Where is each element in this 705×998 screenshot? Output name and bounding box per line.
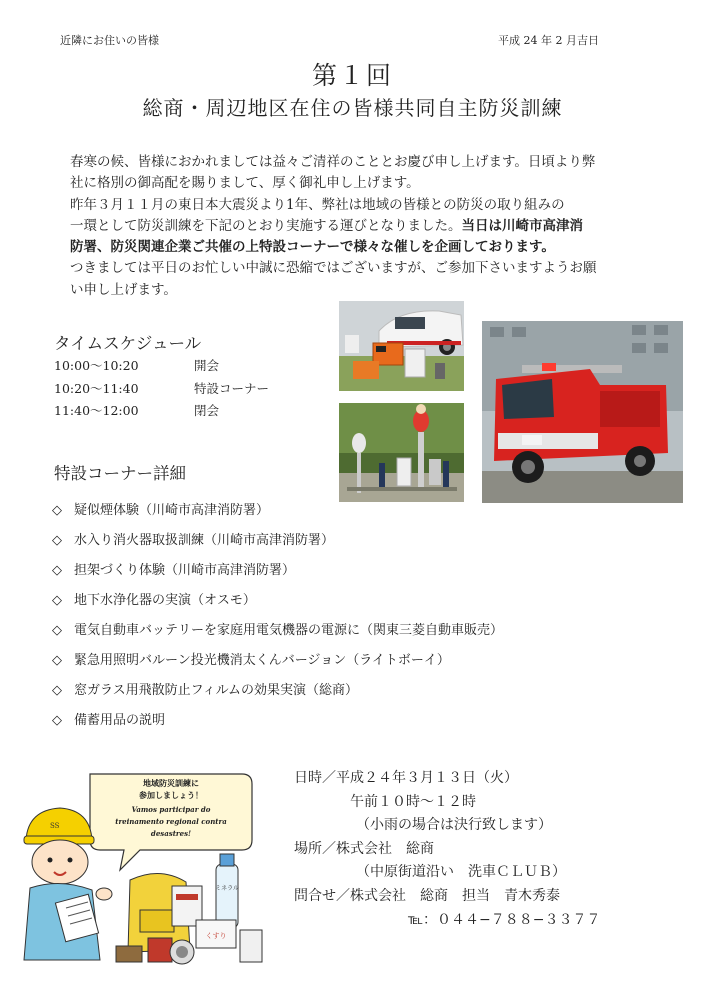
list-item	[52, 680, 503, 710]
schedule-time: 10:00〜10:20	[54, 358, 139, 373]
intro-line: 防署、防災関連企業ご共催の上特設コーナーで様々な催しを企画しております。	[70, 239, 555, 256]
diamond-bullet-icon: ◇	[52, 503, 62, 518]
bubble-text: 参加しましょう！	[139, 790, 203, 800]
event-time: 午前１０時〜１２時	[350, 793, 476, 810]
bubble-text: desastres!	[150, 829, 192, 838]
list-item	[52, 560, 503, 590]
schedule-time: 10:20〜11:40	[54, 380, 139, 396]
addressee: 近隣にお住いの皆様	[60, 34, 159, 47]
page-title: 第１回	[311, 61, 393, 90]
disaster-drill-illustration	[20, 770, 270, 980]
schedule-label: 特設コーナー	[194, 380, 270, 396]
list-item-text: 地下水浄化器の実演（オスモ）	[74, 593, 256, 608]
details-heading: 特設コーナー詳細	[54, 464, 186, 483]
fire-truck-photo	[482, 321, 683, 503]
balloon-light-photo	[339, 403, 464, 502]
place-note: （中原街道沿い 洗車ＣＬＵＢ）	[356, 864, 566, 881]
list-item	[52, 710, 503, 740]
list-item-text: 水入り消火器取扱訓練（川崎市高津消防署）	[74, 533, 335, 548]
diamond-bullet-icon: ◇	[52, 653, 62, 668]
list-item-text: 電気自動車バッテリーを家庭用電気機器の電源に（関東三菱自動車販売）	[74, 623, 504, 638]
intro-bold-segment: 当日は川崎市高津消	[461, 217, 583, 234]
event-tel: ℡：０４４−７８８−３３７７	[408, 911, 601, 928]
bubble-text: 地域防災訓練に	[143, 778, 199, 788]
list-item-text: 疑似煙体験（川崎市高津消防署）	[74, 503, 270, 518]
list-item	[52, 530, 503, 560]
intro-line: 昨年３月１１月の東日本大震災より1年、弊社は地域の皆様との防災の取り組みの	[70, 196, 565, 213]
list-item	[52, 590, 503, 620]
diamond-bullet-icon: ◇	[52, 563, 62, 578]
diamond-bullet-icon: ◇	[52, 713, 62, 728]
intro-line: 春寒の候、皆様におかれましては益々ご清祥のこととお慶び申し上げます。日頃より弊	[70, 154, 596, 170]
water-bottle-label: ミネラル	[215, 885, 239, 892]
schedule-time: 11:40〜12:00	[54, 403, 139, 418]
bubble-text: treinamento regional contra	[115, 817, 227, 826]
list-item-text: 担架づくり体験（川崎市高津消防署）	[74, 563, 296, 578]
intro-line: い申し上げます。	[70, 281, 177, 298]
list-item	[52, 620, 503, 650]
electric-car-photo	[339, 301, 464, 391]
issue-date: 平成 24 年 2 月吉日	[498, 34, 599, 47]
list-item	[52, 650, 503, 680]
schedule-label: 開会	[194, 358, 220, 373]
intro-line	[70, 216, 650, 237]
intro-segment: 一環として防災訓練を下記のとおり実施する運びとなりました。	[70, 217, 462, 234]
schedule-label: 閉会	[194, 403, 220, 418]
event-place: 場所／株式会社 総商	[294, 840, 434, 857]
helmet-mark-text: SS	[50, 822, 60, 830]
schedule-list	[54, 355, 269, 423]
intro-line: 社に格別の御高配を賜りまして、厚く御礼申し上げます。	[70, 175, 420, 192]
details-list	[52, 500, 503, 740]
event-info	[294, 767, 601, 932]
schedule-row	[54, 355, 269, 378]
rain-note: （小雨の場合は決行致します）	[356, 817, 552, 834]
list-item-text: 窓ガラス用飛散防止フィルムの効果実演（総商）	[74, 683, 359, 698]
diamond-bullet-icon: ◇	[52, 683, 62, 698]
list-item-text: 備蓄用品の説明	[74, 713, 166, 728]
event-contact: 問合せ／株式会社 総商 担当 青木秀泰	[294, 887, 560, 904]
intro-line: つきましては平日のお忙しい中誠に恐縮ではございますが、ご参加下さいますようお願	[70, 260, 597, 277]
list-item	[52, 500, 503, 530]
schedule-row	[54, 378, 269, 401]
intro-text	[70, 152, 650, 301]
diamond-bullet-icon: ◇	[52, 533, 62, 548]
medicine-box-label: くすり	[205, 932, 227, 940]
bubble-text: Vamos participar do	[131, 805, 211, 814]
list-item-text: 緊急用照明バルーン投光機消太くんバージョン（ライトボーイ）	[74, 653, 450, 668]
diamond-bullet-icon: ◇	[52, 623, 62, 638]
page-subtitle: 総商・周辺地区在住の皆様共同自主防災訓練	[142, 96, 563, 120]
diamond-bullet-icon: ◇	[52, 593, 62, 608]
schedule-row	[54, 400, 269, 423]
event-datetime: 日時／平成２４年３月１３日（火）	[294, 770, 518, 786]
schedule-heading: タイムスケジュール	[54, 334, 202, 353]
